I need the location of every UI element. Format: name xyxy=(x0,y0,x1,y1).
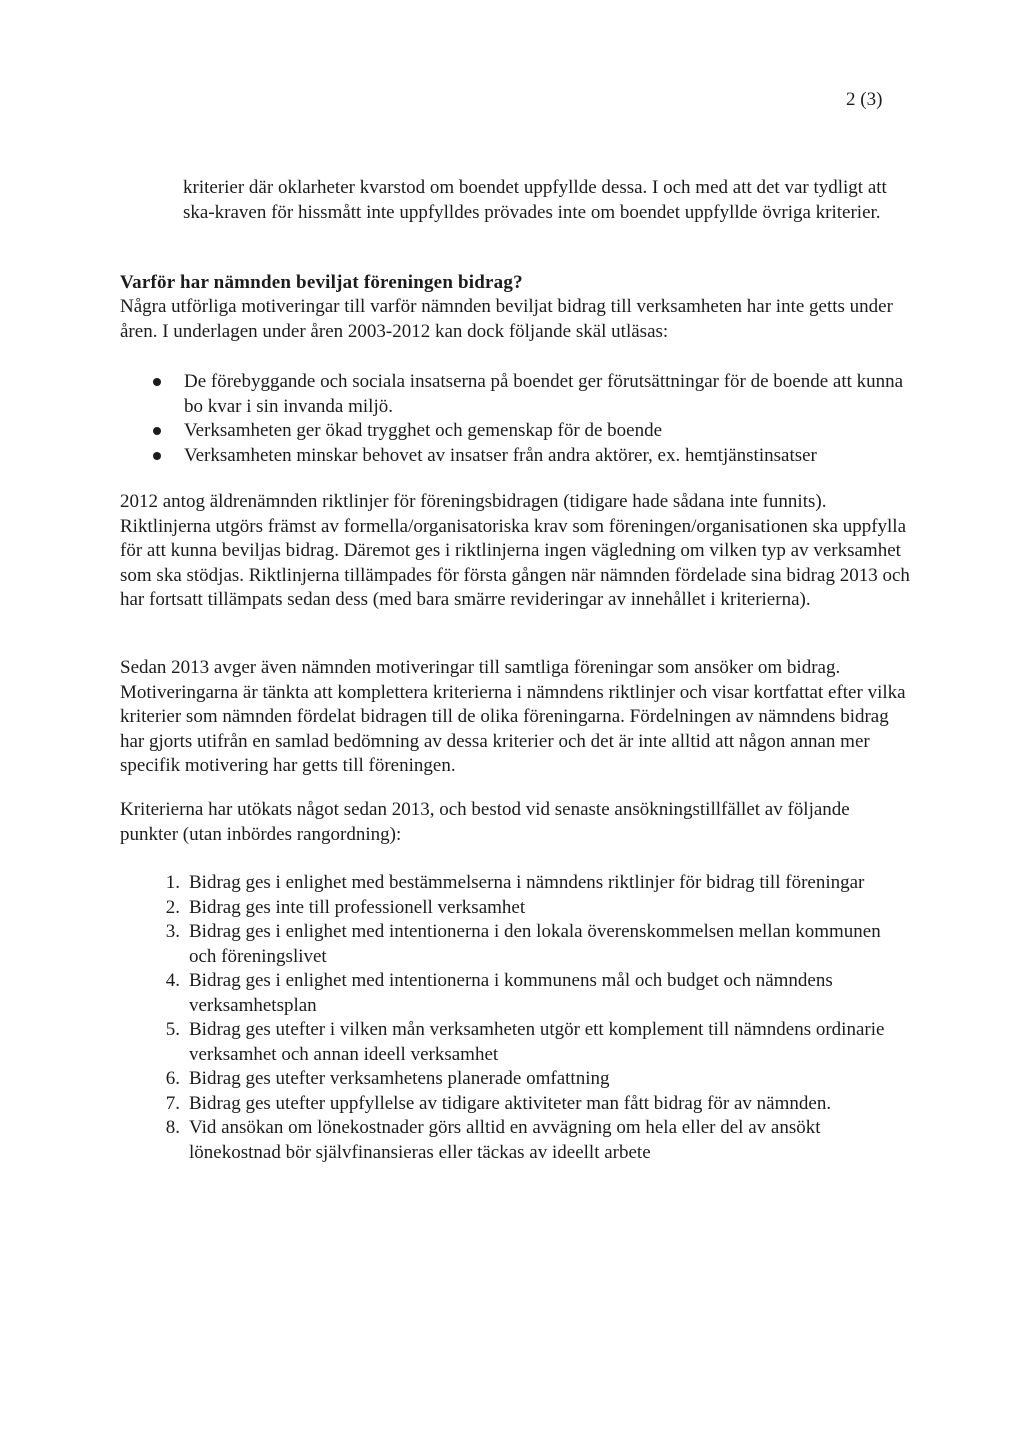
paragraph-reasons-intro: Några utförliga motiveringar till varför nämnden beviljat bidrag till verksamheten har inte getts under åren. I underlagen under åren 2003-2012 kan dock följande skäl utläsas: xyxy=(120,296,893,342)
criteria-text: Bidrag ges inte till professionell verksamhet xyxy=(189,896,526,918)
bullet-dot-icon xyxy=(153,427,161,435)
bullet-text: Verksamheten minskar behovet av insatser från andra aktörer, ex. hemtjänstinsatser xyxy=(184,444,817,466)
criteria-item xyxy=(150,1067,910,1092)
paragraph-guidelines: 2012 antog äldrenämnden riktlinjer för föreningsbidragen (tidigare hade sådana inte funnits). Riktlinjerna utgörs främst av formella/organisatoriska krav som föreningen/organisationen ska uppfylla för att kunna beviljas bidrag. Däremot ges i riktlinjerna ingen vägledning om vilken typ av verksamhet som ska stödjas. Riktlinjerna tillämpades för första gången när nämnden fördelade sina bidrag 2013 och har fortsatt tillämpats sedan dess (med bara smärre revideringar av innehållet i kriterierna). xyxy=(120,491,910,610)
bullet-dot-icon xyxy=(153,378,161,386)
criteria-text: Bidrag ges utefter uppfyllelse av tidigare aktiviteter man fått bidrag för av nämnden. xyxy=(189,1092,832,1114)
criteria-text: Bidrag ges i enlighet med intentionerna i den lokala överenskommelsen mellan kommunen och föreningslivet xyxy=(189,921,881,967)
reasons-bullet-list xyxy=(150,370,910,468)
page-number: 2 (3) xyxy=(846,89,883,110)
criteria-number: 8. xyxy=(165,1117,180,1138)
criteria-item xyxy=(150,1018,910,1067)
criteria-number: 4. xyxy=(165,970,180,991)
bullet-text: De förebyggande och sociala insatserna på boendet ger förutsättningar för de boende att kunna bo kvar i sin invanda miljö. xyxy=(184,371,904,417)
bullet-text: Verksamheten ger ökad trygghet och gemenskap för de boende xyxy=(184,420,662,441)
criteria-text: Bidrag ges i enlighet med intentionerna i kommunens mål och budget och nämndens verksamhetsplan xyxy=(189,970,833,1016)
criteria-item xyxy=(150,969,910,1018)
criteria-item xyxy=(150,1092,910,1117)
paragraph-motivations: Sedan 2013 avger även nämnden motiveringar till samtliga föreningar som ansöker om bidrag. Motiveringarna är tänkta att komplettera kriterierna i nämndens riktlinjer och visar kortfattat efter vilka kriterier som nämnden fördelat bidragen till de olika föreningarna. Fördelningen av nämndens bidrag har gjorts utifrån en samlad bedömning av dessa kriterier och det är inte alltid att någon annan mer specifik motivering har getts till föreningen. xyxy=(120,657,906,776)
bullet-dot-icon xyxy=(153,452,161,460)
criteria-item xyxy=(150,920,910,969)
criteria-item xyxy=(150,896,910,921)
criteria-text: Vid ansökan om lönekostnader görs alltid en avvägning om hela eller del av ansökt lönekostnad bör självfinansieras eller täckas av ideellt arbete xyxy=(189,1117,821,1163)
criteria-number: 2. xyxy=(165,896,180,918)
criteria-number: 1. xyxy=(165,872,180,893)
criteria-number: 7. xyxy=(165,1092,180,1114)
criteria-text: Bidrag ges utefter i vilken mån verksamheten utgör ett komplement till nämndens ordinarie verksamhet och annan ideell verksamhet xyxy=(189,1019,885,1065)
criteria-item xyxy=(150,1116,910,1165)
criteria-text: Bidrag ges i enlighet med bestämmelserna i nämndens riktlinjer för bidrag till föreningar xyxy=(189,872,865,893)
criteria-item xyxy=(150,871,910,896)
bullet-item xyxy=(150,419,910,444)
criteria-number: 5. xyxy=(165,1019,180,1040)
paragraph-criteria-intro: Kriterierna har utökats något sedan 2013, och bestod vid senaste ansökningstillfället av följande punkter (utan inbördes rangordning): xyxy=(120,799,850,845)
criteria-number: 3. xyxy=(165,921,180,942)
criteria-number: 6. xyxy=(165,1068,180,1089)
criteria-numbered-list xyxy=(150,871,910,1165)
intro-paragraph: kriterier där oklarheter kvarstod om boendet uppfyllde dessa. I och med att det var tydligt att ska-kraven för hissmått inte uppfylldes prövades inte om boendet uppfyllde övriga kriterier. xyxy=(183,177,887,223)
bullet-item xyxy=(150,370,910,419)
criteria-text: Bidrag ges utefter verksamhetens planerade omfattning xyxy=(189,1068,610,1089)
bullet-item xyxy=(150,444,910,469)
section-heading: Varför har nämnden beviljat föreningen bidrag? xyxy=(120,272,523,293)
